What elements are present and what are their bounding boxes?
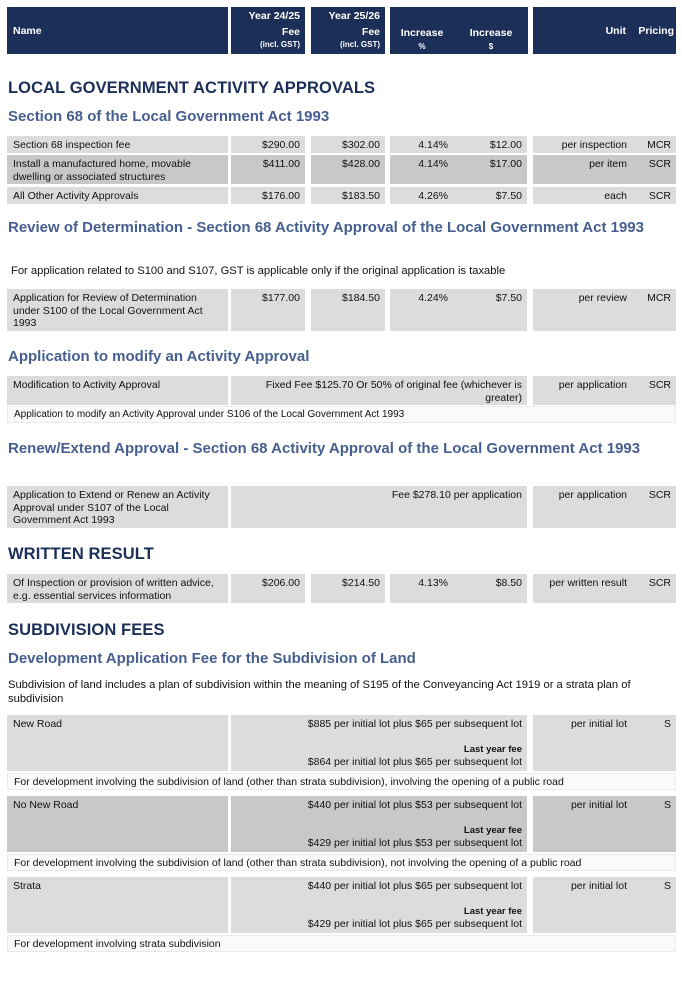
pricing: S (663, 718, 671, 730)
last-year-fee: $864 per initial lot plus $65 per subsequent lot (307, 756, 522, 768)
fee-2526: $302.00 (342, 139, 380, 151)
fee-description-cell (231, 376, 527, 405)
row-name: All Other Activity Approvals (13, 190, 139, 202)
row-name-cell (7, 187, 228, 204)
header-increase-pct: Increase (400, 27, 444, 39)
row-name: New Road (13, 718, 63, 730)
fee-2526-cell (311, 289, 385, 331)
unit: per review (578, 292, 627, 304)
row-note: Application to modify an Activity Approval under S106 of the Local Government Act 1993 (7, 406, 676, 423)
unit: per initial lot (570, 799, 627, 811)
section-heading-subdivision: SUBDIVISION FEES (8, 621, 165, 639)
unit: per application (558, 489, 627, 501)
fee-2425-cell (231, 155, 305, 184)
increase-cell (390, 289, 527, 331)
fee-2425-cell (231, 187, 305, 204)
pricing: MCR (647, 139, 671, 151)
last-year-fee: $429 per initial lot plus $53 per subsequent lot (307, 837, 522, 849)
fee-2425: $176.00 (262, 190, 300, 202)
increase-pct: 4.26% (418, 190, 448, 202)
fee-2526-cell (311, 136, 385, 153)
header-unit: Unit (605, 25, 626, 37)
fee-2425-cell (231, 574, 305, 603)
row-name-cell (7, 155, 228, 184)
section-heading-written: WRITTEN RESULT (8, 545, 154, 563)
fee-2526-cell (311, 155, 385, 184)
fee-2425: $206.00 (262, 577, 300, 589)
header-increase-dol-unit: $ (488, 42, 494, 51)
increase-dol: $17.00 (489, 158, 522, 170)
fee-description-cell (231, 715, 527, 771)
unit-pricing-cell (533, 289, 676, 331)
fee-description: Fee $278.10 per application (391, 489, 522, 501)
header-increase-dol: Increase (469, 27, 513, 39)
increase-cell (390, 136, 527, 153)
subheading-review: Review of Determination - Section 68 Activity Approval of the Local Government Act 1993 (8, 219, 644, 236)
unit-pricing-cell (533, 796, 676, 852)
row-name: Install a manufactured home, movable dwelling or associated structures (13, 158, 192, 183)
pricing: S (663, 880, 671, 892)
fee-2526: $184.50 (342, 292, 380, 304)
fee-2425: $411.00 (262, 158, 300, 170)
subheading-renew: Renew/Extend Approval - Section 68 Activity Approval of the Local Government Act 1993 (8, 440, 641, 457)
row-name-cell (7, 289, 228, 331)
row-name-cell (7, 136, 228, 153)
increase-pct: 4.24% (418, 292, 448, 304)
unit-pricing-cell (533, 877, 676, 933)
unit-pricing-cell (533, 715, 676, 771)
row-name: Of Inspection or provision of written advice, e.g. essential services information (13, 577, 214, 602)
fee-description-cell (231, 796, 527, 852)
fee-description: $440 per initial lot plus $53 per subsequent lot (307, 799, 522, 811)
fee-2526-cell (311, 187, 385, 204)
header-fee-2425-cell (231, 7, 305, 54)
increase-cell (390, 574, 527, 603)
increase-cell (390, 155, 527, 184)
fee-2425-cell (231, 289, 305, 331)
header-increase-pct-cell (390, 7, 454, 54)
increase-dol: $12.00 (489, 139, 522, 151)
pricing: SCR (648, 577, 671, 589)
increase-pct: 4.14% (418, 158, 448, 170)
last-year-label: Last year fee (463, 825, 522, 836)
header-fee-2526-gst: (incl. GST) (340, 40, 380, 49)
pricing: MCR (647, 292, 671, 304)
fee-2526: $214.50 (342, 577, 380, 589)
row-name: Application for Review of Determination under S100 of the Local Government Act 1993 (13, 292, 203, 329)
header-unit-cell (533, 7, 631, 54)
subheading-dev-subdivision: Development Application Fee for the Subdivision of Land (8, 650, 416, 667)
fee-description: $885 per initial lot plus $65 per subsequent lot (307, 718, 522, 730)
fee-description-cell (231, 877, 527, 933)
subheading-s68: Section 68 of the Local Government Act 1993 (8, 108, 330, 125)
fee-description: Fixed Fee $125.70 Or 50% of original fee (whichever is greater) (265, 379, 522, 404)
review-note: For application related to S100 and S107, GST is applicable only if the original application is taxable (11, 265, 506, 277)
header-pricing: Pricing (638, 25, 674, 37)
unit: per initial lot (570, 718, 627, 730)
unit-pricing-cell (533, 486, 676, 528)
row-note: For development involving the subdivision of land (other than strata subdivision), involving the opening of a public road (7, 773, 676, 790)
unit: per application (558, 379, 627, 391)
header-pricing-cell (631, 7, 676, 54)
row-note: For development involving the subdivision of land (other than strata subdivision), not involving the opening of a public road (7, 854, 676, 871)
unit-pricing-cell (533, 155, 676, 184)
unit: each (604, 190, 627, 202)
fee-description-cell (231, 486, 527, 528)
row-name: Modification to Activity Approval (13, 379, 161, 391)
header-name-cell (7, 7, 228, 54)
unit: per written result (549, 577, 627, 589)
increase-dol: $8.50 (495, 577, 522, 589)
row-name-cell (7, 715, 228, 771)
fee-2526: $183.50 (342, 190, 380, 202)
subdivision-paragraph: Subdivision of land includes a plan of subdivision within the meaning of S195 of the Conveyancing Act 1919 or a strata plan of subdivision (8, 679, 631, 705)
fee-2526-cell (311, 574, 385, 603)
row-note: For development involving strata subdivision (7, 935, 676, 952)
section-heading-lga: LOCAL GOVERNMENT ACTIVITY APPROVALS (8, 79, 376, 97)
fee-2425-cell (231, 136, 305, 153)
unit: per initial lot (570, 880, 627, 892)
increase-pct: 4.14% (418, 139, 448, 151)
header-fee-2425-gst: (incl. GST) (260, 40, 300, 49)
fee-2425: $177.00 (262, 292, 300, 304)
header-increase-dol-cell (454, 7, 528, 54)
increase-pct: 4.13% (418, 577, 448, 589)
row-name-cell (7, 376, 228, 405)
fee-description: $440 per initial lot plus $65 per subsequent lot (307, 880, 522, 892)
fee-2425: $290.00 (262, 139, 300, 151)
row-name: No New Road (13, 799, 79, 811)
pricing: S (663, 799, 671, 811)
subheading-modify: Application to modify an Activity Approval (8, 348, 310, 365)
header-fee-2526-fee: Fee (361, 26, 380, 38)
unit-pricing-cell (533, 376, 676, 405)
last-year-label: Last year fee (463, 906, 522, 917)
row-name: Application to Extend or Renew an Activity Approval under S107 of the Local Government Act 1993 (13, 489, 210, 526)
increase-dol: $7.50 (495, 292, 522, 304)
unit: per inspection (561, 139, 627, 151)
fee-2526: $428.00 (342, 158, 380, 170)
header-increase-pct-unit: % (418, 42, 426, 51)
unit-pricing-cell (533, 136, 676, 153)
header-fee-2425-fee: Fee (281, 26, 300, 38)
unit-pricing-cell (533, 574, 676, 603)
row-name: Strata (13, 880, 42, 892)
pricing: SCR (648, 489, 671, 501)
last-year-fee: $429 per initial lot plus $65 per subsequent lot (307, 918, 522, 930)
pricing: SCR (648, 158, 671, 170)
unit-pricing-cell (533, 187, 676, 204)
table-header (7, 7, 676, 54)
header-fee-2425-year: Year 24/25 (248, 10, 300, 22)
row-name-cell (7, 574, 228, 603)
pricing: SCR (648, 379, 671, 391)
row-name-cell (7, 796, 228, 852)
increase-dol: $7.50 (495, 190, 522, 202)
row-name: Section 68 inspection fee (13, 139, 131, 151)
unit: per item (589, 158, 627, 170)
increase-cell (390, 187, 527, 204)
last-year-label: Last year fee (463, 744, 522, 755)
row-name-cell (7, 877, 228, 933)
header-name: Name (13, 25, 42, 37)
row-name-cell (7, 486, 228, 528)
header-fee-2526-year: Year 25/26 (328, 10, 380, 22)
header-fee-2526-cell (311, 7, 385, 54)
pricing: SCR (648, 190, 671, 202)
